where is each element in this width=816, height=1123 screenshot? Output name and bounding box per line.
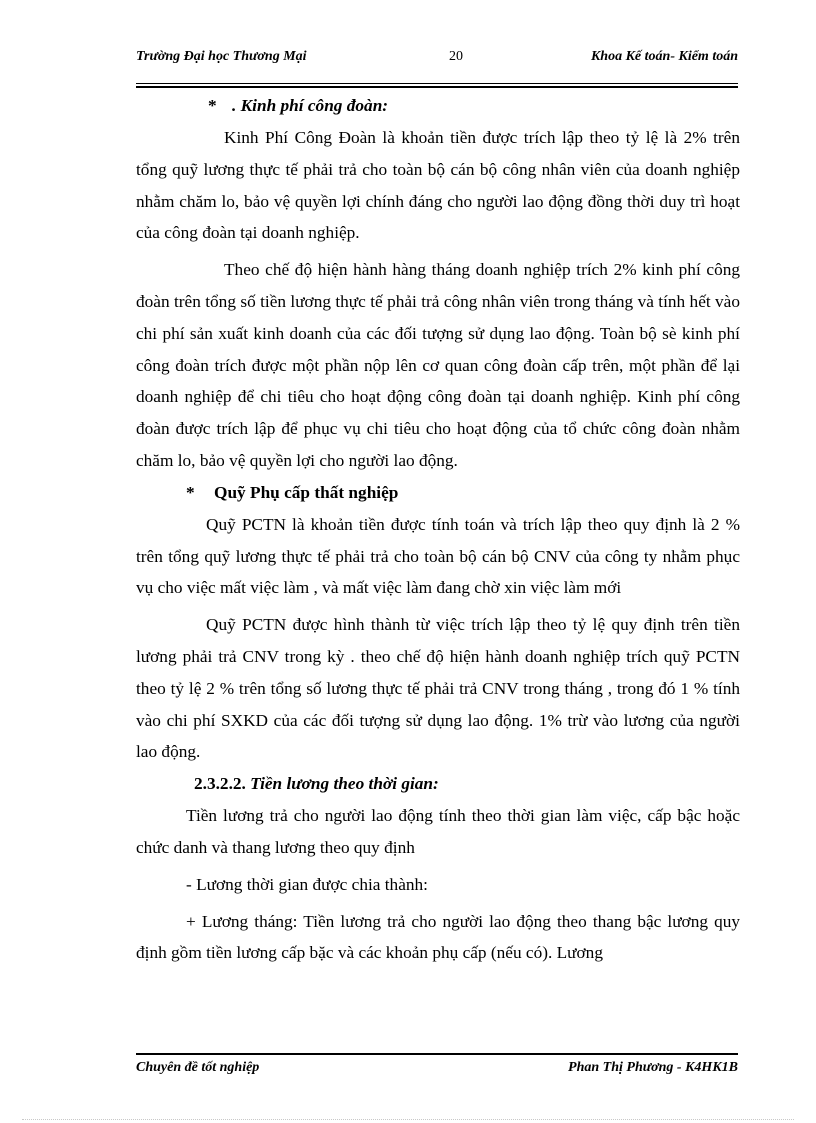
section-heading-time-wage xyxy=(136,768,740,800)
paragraph: Kinh Phí Công Đoàn là khoản tiền được trích lập theo tỷ lệ là 2% trên tổng quỹ lương thực tế phải trả cho toàn bộ cán bộ công nhân viên của doanh nghiệp nhằm chăm lo, bảo vệ quyền lợi chính đáng cho người lao động đồng thời duy trì hoạt của công đoàn tại doanh nghiệp. xyxy=(136,128,740,243)
page-header xyxy=(136,49,738,69)
bullet-star: * xyxy=(186,482,195,502)
page-number: 20 xyxy=(449,49,463,64)
paragraph: Theo chế độ hiện hành hàng tháng doanh nghiệp trích 2% kinh phí công đoàn trên tổng số tiền lương thực tế phải trả công nhân viên trong tháng và tính hết vào chi phí sản xuất kinh doanh của các đối tượng sử dụng lao động. Toàn bộ sè kinh phí công đoàn trích được một phần nộp lên cơ quan công đoàn cấp trên, một phần để lại doanh nghiệp để chi tiêu cho hoạt động công đoàn tại doanh nghiệp. Kinh phí công đoàn được trích lập để phục vụ chi tiêu cho hoạt động của tổ chức công đoàn nhằm chăm lo, bảo vệ quyền lợi cho người lao động. xyxy=(136,260,740,470)
footer-author: Phan Thị Phương - K4HK1B xyxy=(568,1060,738,1075)
header-rule-thick xyxy=(136,86,738,88)
section-number: 2.3.2.2. xyxy=(194,774,246,794)
paragraph: + Lương tháng: Tiền lương trả cho người lao động theo thang bậc lương quy định gồm tiền lương cấp bặc và các khoản phụ cấp (nếu có). Lương xyxy=(136,911,740,963)
page-body xyxy=(136,90,740,969)
header-rule-thin xyxy=(136,83,738,84)
footer-title: Chuyên đề tốt nghiệp xyxy=(136,1060,260,1075)
header-faculty: Khoa Kế toán- Kiểm toán xyxy=(590,49,738,64)
paragraph: Quỹ PCTN được hình thành từ việc trích lập theo tỷ lệ quy định trên tiền lương phải trả CNV trong kỳ . theo chế độ hiện hành doanh nghiệp trích quỹ PCTN theo tỷ lệ 2 % trên tổng số lương thực tế phải trả CNV trong tháng , trong đó 1 % tính vào chi phí SXKD của các đối tượng sử dụng lao động. 1% trừ vào lương của người lao động. xyxy=(136,615,740,762)
heading-text: Tiền lương theo thời gian: xyxy=(250,774,439,794)
paragraph: - Lương thời gian được chia thành: xyxy=(186,874,428,894)
paragraph: Quỹ PCTN là khoản tiền được tính toán và trích lập theo quy định là 2 % trên tổng quỹ lương thực tế phải trả cho toàn bộ cán bộ CNV của công ty nhằm phục vụ cho việc mất việc làm , và mất việc làm đang chờ xin việc làm mới xyxy=(136,514,740,598)
section-heading-union-fund xyxy=(136,90,740,122)
section-heading-unemployment-fund xyxy=(136,477,740,509)
heading-text: Quỹ Phụ cấp thất nghiệp xyxy=(214,482,399,502)
header-school: Trường Đại học Thương Mại xyxy=(136,49,307,64)
footer-rule xyxy=(136,1053,738,1055)
bullet-star: * xyxy=(208,96,217,115)
heading-text: . Kinh phí công đoàn: xyxy=(232,96,389,115)
paragraph: Tiền lương trả cho người lao động tính theo thời gian làm việc, cấp bậc hoặc chức danh và thang lương theo quy định xyxy=(136,806,740,857)
page-edge-dots xyxy=(22,1119,794,1120)
